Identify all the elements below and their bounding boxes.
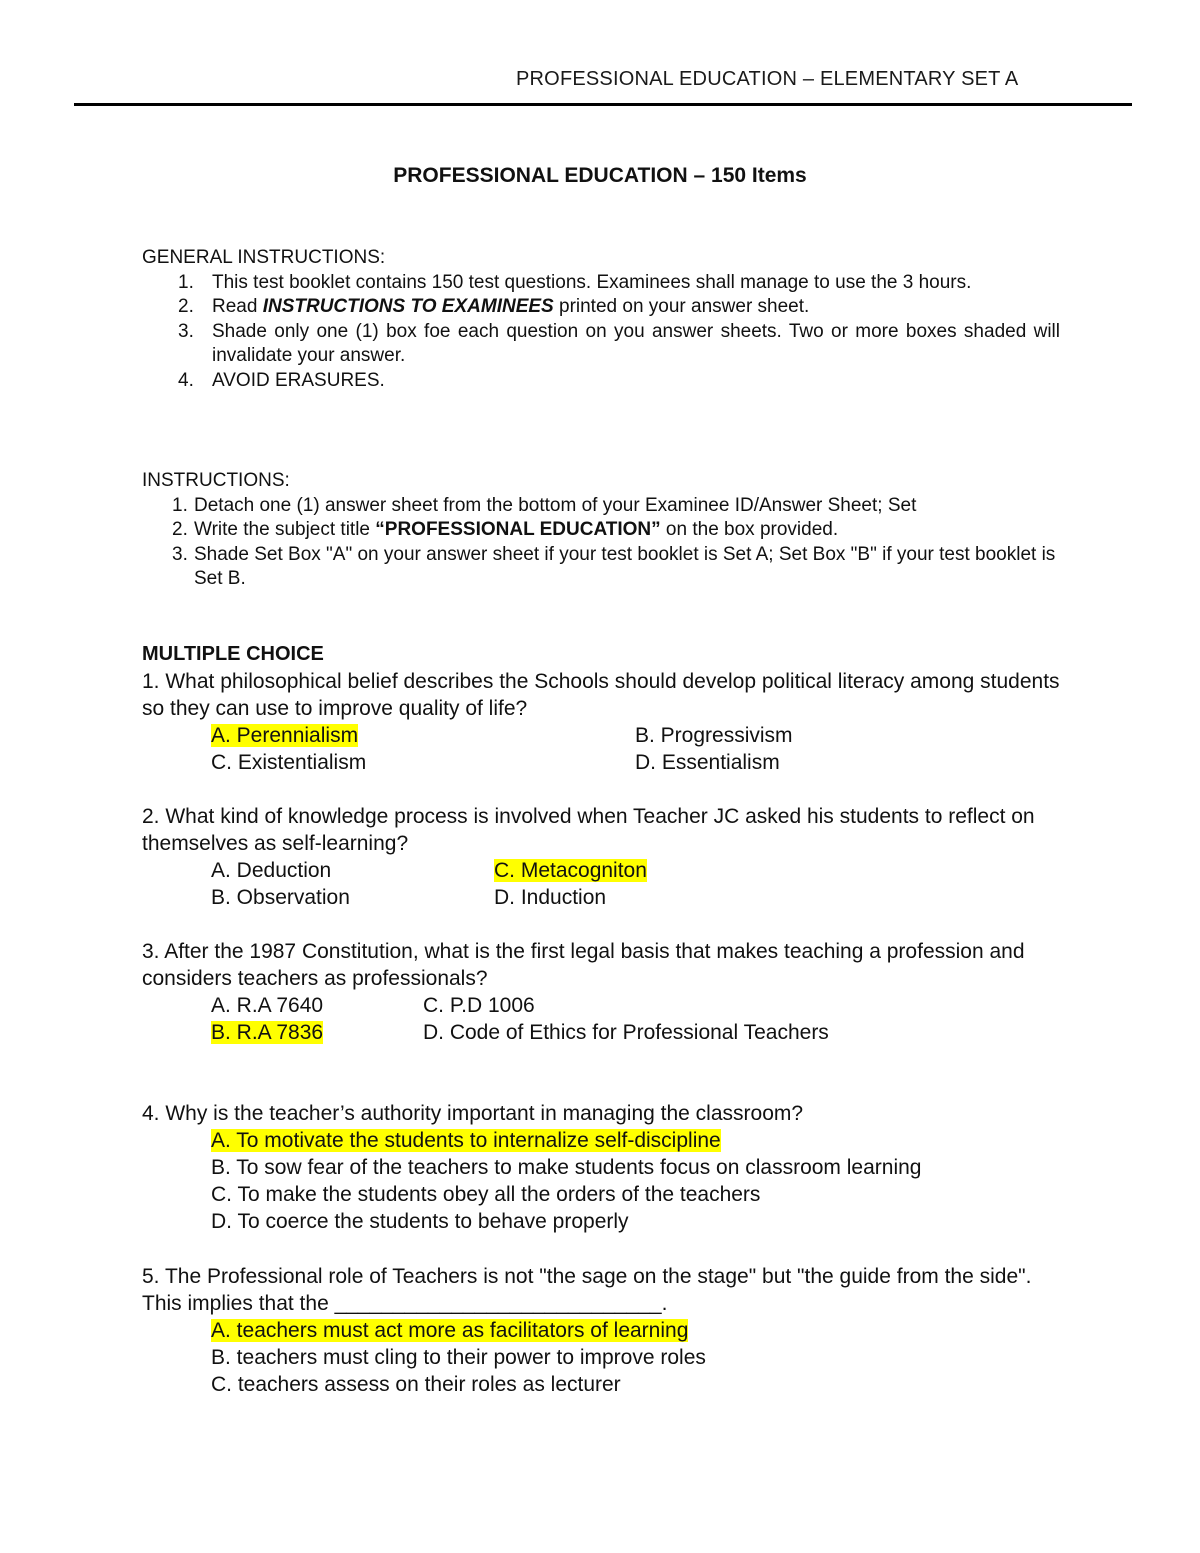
question-3-option-b: B. R.A 7836 — [211, 1021, 324, 1044]
question-5-stem: 5. The Professional role of Teachers is not "the sage on the stage" but "the guide from the side". This implies that the ____________________________. — [142, 1265, 1032, 1315]
general-instructions — [142, 246, 1060, 393]
header-rule — [74, 103, 1132, 106]
instructions — [142, 469, 1060, 592]
question-4-option-b: B. To sow fear of the teachers to make students focus on classroom learning — [211, 1156, 922, 1179]
question-3-option-a: A. R.A 7640 — [211, 994, 324, 1017]
instruction-item: 3. Shade Set Box "A" on your answer sheet if your test booklet is Set A; Set Box "B" if your test booklet is Set B. — [172, 543, 1056, 589]
instruction-item: 2. Write the subject title “PROFESSIONAL EDUCATION” on the box provided. — [172, 519, 839, 540]
question-2-option-a: A. Deduction — [211, 859, 332, 882]
question-5-option-c: C. teachers assess on their roles as lecturer — [211, 1373, 621, 1396]
question-1-option-c: C. Existentialism — [211, 751, 367, 774]
question-2-option-d: D. Induction — [494, 886, 607, 909]
general-instruction-item: 1. This test booklet contains 150 test questions. Examinees shall manage to use the 3 hours. — [178, 271, 972, 293]
question-5-option-a: A. teachers must act more as facilitators of learning — [211, 1319, 689, 1342]
general-instruction-item: 2. Read INSTRUCTIONS TO EXAMINEES printed on your answer sheet. — [178, 296, 810, 317]
question-1-option-d: D. Essentialism — [635, 751, 780, 774]
question-1-stem: 1. What philosophical belief describes the Schools should develop political literacy among students so they can use to improve quality of life? — [142, 670, 1060, 720]
question-1-option-b: B. Progressivism — [635, 724, 793, 747]
general-instructions-heading: GENERAL INSTRUCTIONS: — [142, 247, 386, 268]
general-instruction-item: 3. Shade only one (1) box foe each question on you answer sheets. Two or more boxes shaded will invalidate your answer. — [178, 320, 1060, 366]
question-1-option-a: A. Perennialism — [211, 724, 359, 747]
question-4-stem: 4. Why is the teacher’s authority important in managing the classroom? — [142, 1102, 804, 1125]
general-instruction-item: 4. AVOID ERASURES. — [178, 369, 385, 391]
question-3-option-d: D. Code of Ethics for Professional Teachers — [423, 1021, 829, 1044]
multiple-choice-heading: MULTIPLE CHOICE — [142, 643, 324, 665]
running-header: PROFESSIONAL EDUCATION – ELEMENTARY SET A — [516, 68, 1019, 90]
document-title: PROFESSIONAL EDUCATION – 150 Items — [393, 164, 807, 187]
question-2-option-c: C. Metacogniton — [494, 859, 647, 882]
question-3-stem: 3. After the 1987 Constitution, what is the first legal basis that makes teaching a profession and considers teachers as professionals? — [142, 940, 1025, 990]
question-2-option-b: B. Observation — [211, 886, 350, 909]
question-4-option-d: D. To coerce the students to behave properly — [211, 1210, 629, 1233]
question-5-option-b: B. teachers must cling to their power to improve roles — [211, 1346, 706, 1369]
instructions-heading: INSTRUCTIONS: — [142, 470, 290, 491]
instruction-item: 1. Detach one (1) answer sheet from the bottom of your Examinee ID/Answer Sheet; Set — [172, 494, 917, 516]
question-4-option-c: C. To make the students obey all the orders of the teachers — [211, 1183, 761, 1206]
question-3-option-c: C. P.D 1006 — [423, 994, 535, 1017]
question-2-stem: 2. What kind of knowledge process is involved when Teacher JC asked his students to reflect on themselves as self-learning? — [142, 805, 1035, 855]
question-4-option-a: A. To motivate the students to internalize self-discipline — [211, 1129, 721, 1152]
